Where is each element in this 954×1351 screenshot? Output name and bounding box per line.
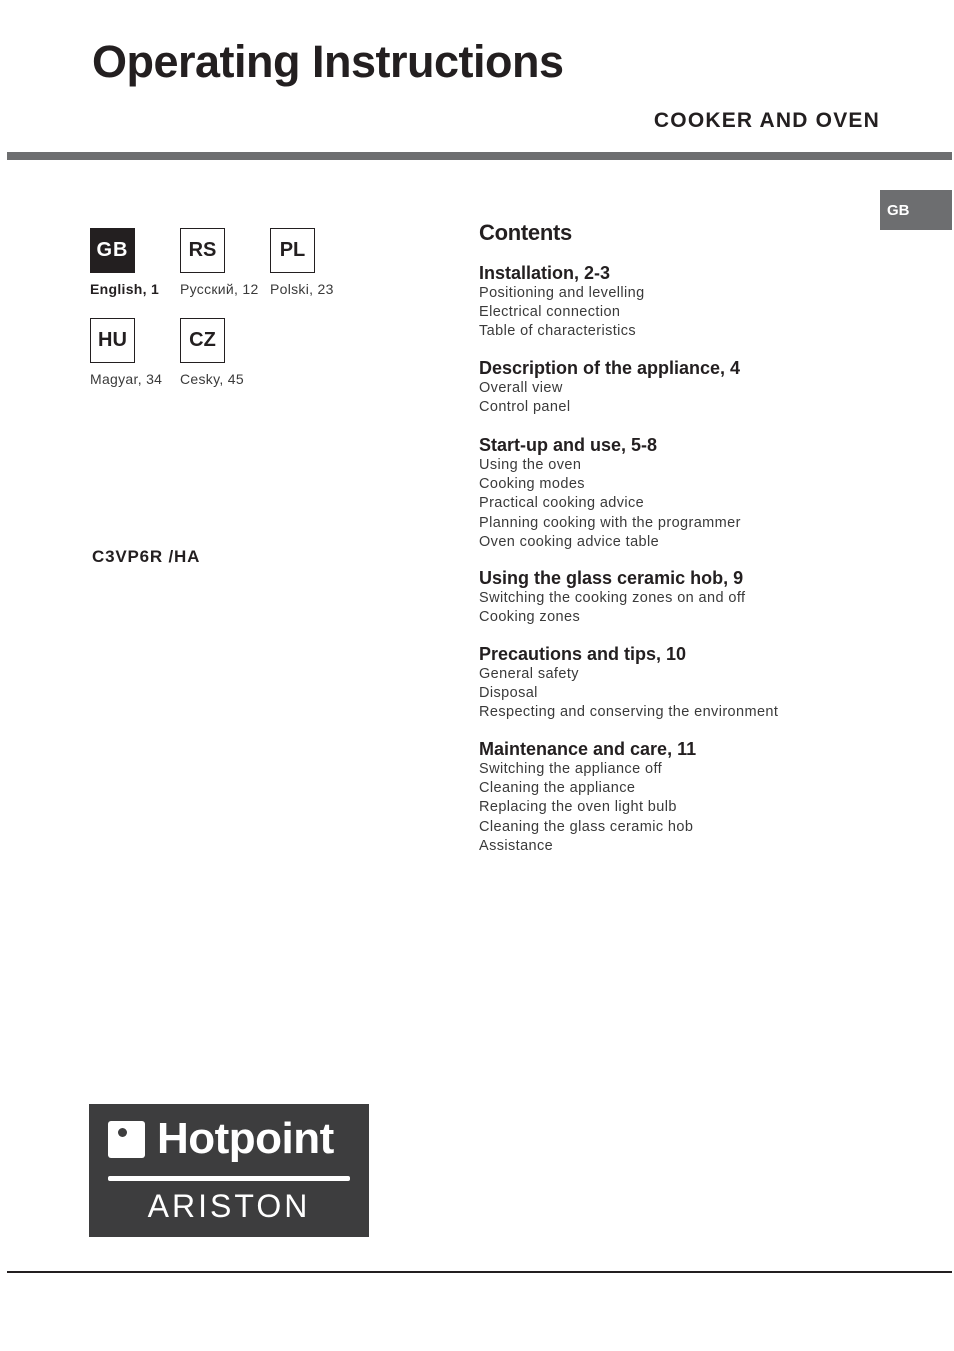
language-side-tab: GB — [880, 190, 952, 230]
section-item[interactable]: Cooking modes — [479, 476, 585, 493]
language-label: Polski, 23 — [270, 281, 334, 297]
logo-brand-line1: Hotpoint — [157, 1114, 334, 1163]
language-code-box: PL — [270, 228, 315, 273]
section-item[interactable]: Replacing the oven light bulb — [479, 799, 677, 816]
section-item[interactable]: Electrical connection — [479, 304, 621, 321]
section-item[interactable]: Cleaning the glass ceramic hob — [479, 818, 694, 835]
language-option-pl[interactable] — [270, 228, 360, 297]
contents-section-precautions — [479, 643, 899, 723]
section-heading[interactable]: Using the glass ceramic hob, 9 — [479, 568, 744, 588]
language-option-hu[interactable] — [90, 318, 180, 387]
section-item[interactable]: Respecting and conserving the environment — [479, 704, 779, 721]
language-option-cz[interactable] — [180, 318, 270, 387]
contents-section-maintenance — [479, 738, 899, 856]
language-label: Cesky, 45 — [180, 371, 244, 387]
section-item[interactable]: Switching the appliance off — [479, 761, 663, 777]
document-subtitle: COOKER AND OVEN — [653, 109, 880, 132]
section-item[interactable]: Planning cooking with the programmer — [479, 514, 741, 531]
logo-square-icon — [108, 1121, 145, 1158]
logo-divider — [108, 1176, 350, 1181]
model-number: C3VP6R /HA — [92, 547, 201, 566]
section-heading[interactable]: Precautions and tips, 10 — [479, 644, 687, 664]
section-item[interactable]: Overall view — [479, 380, 563, 396]
contents-section-startup — [479, 434, 899, 552]
section-item[interactable]: Disposal — [479, 685, 538, 702]
language-label: English, 1 — [90, 281, 160, 297]
brand-logo — [89, 1104, 369, 1237]
language-label: Русский, 12 — [180, 281, 259, 297]
bottom-divider — [7, 1271, 952, 1273]
section-item[interactable]: Using the oven — [479, 457, 582, 473]
language-option-gb[interactable] — [90, 228, 180, 297]
section-heading[interactable]: Installation, 2-3 — [479, 263, 611, 283]
language-code-box: GB — [90, 228, 135, 273]
section-item[interactable]: Table of characteristics — [479, 323, 637, 340]
contents-section-installation — [479, 262, 899, 342]
section-item[interactable]: General safety — [479, 666, 579, 682]
contents-section-description — [479, 357, 899, 417]
section-item[interactable]: Positioning and levelling — [479, 285, 645, 301]
section-item[interactable]: Control panel — [479, 399, 571, 416]
section-item[interactable]: Cleaning the appliance — [479, 780, 636, 797]
section-item[interactable]: Oven cooking advice table — [479, 533, 660, 550]
contents-title: Contents — [479, 220, 572, 245]
contents-section-hob — [479, 567, 899, 627]
section-heading[interactable]: Start-up and use, 5-8 — [479, 435, 658, 455]
section-heading[interactable]: Maintenance and care, 11 — [479, 739, 697, 759]
language-label: Magyar, 34 — [90, 371, 163, 387]
logo-brand-line2: ARISTON — [147, 1188, 311, 1224]
language-code-box: HU — [90, 318, 135, 363]
language-code-box: RS — [180, 228, 225, 273]
page-title: Operating Instructions — [92, 36, 564, 87]
language-option-rs[interactable] — [180, 228, 270, 297]
section-item[interactable]: Switching the cooking zones on and off — [479, 590, 746, 606]
section-item[interactable]: Cooking zones — [479, 609, 581, 626]
language-code-box: CZ — [180, 318, 225, 363]
top-divider — [7, 152, 952, 160]
section-item[interactable]: Practical cooking advice — [479, 495, 645, 512]
section-heading[interactable]: Description of the appliance, 4 — [479, 358, 741, 378]
section-item[interactable]: Assistance — [479, 837, 554, 854]
